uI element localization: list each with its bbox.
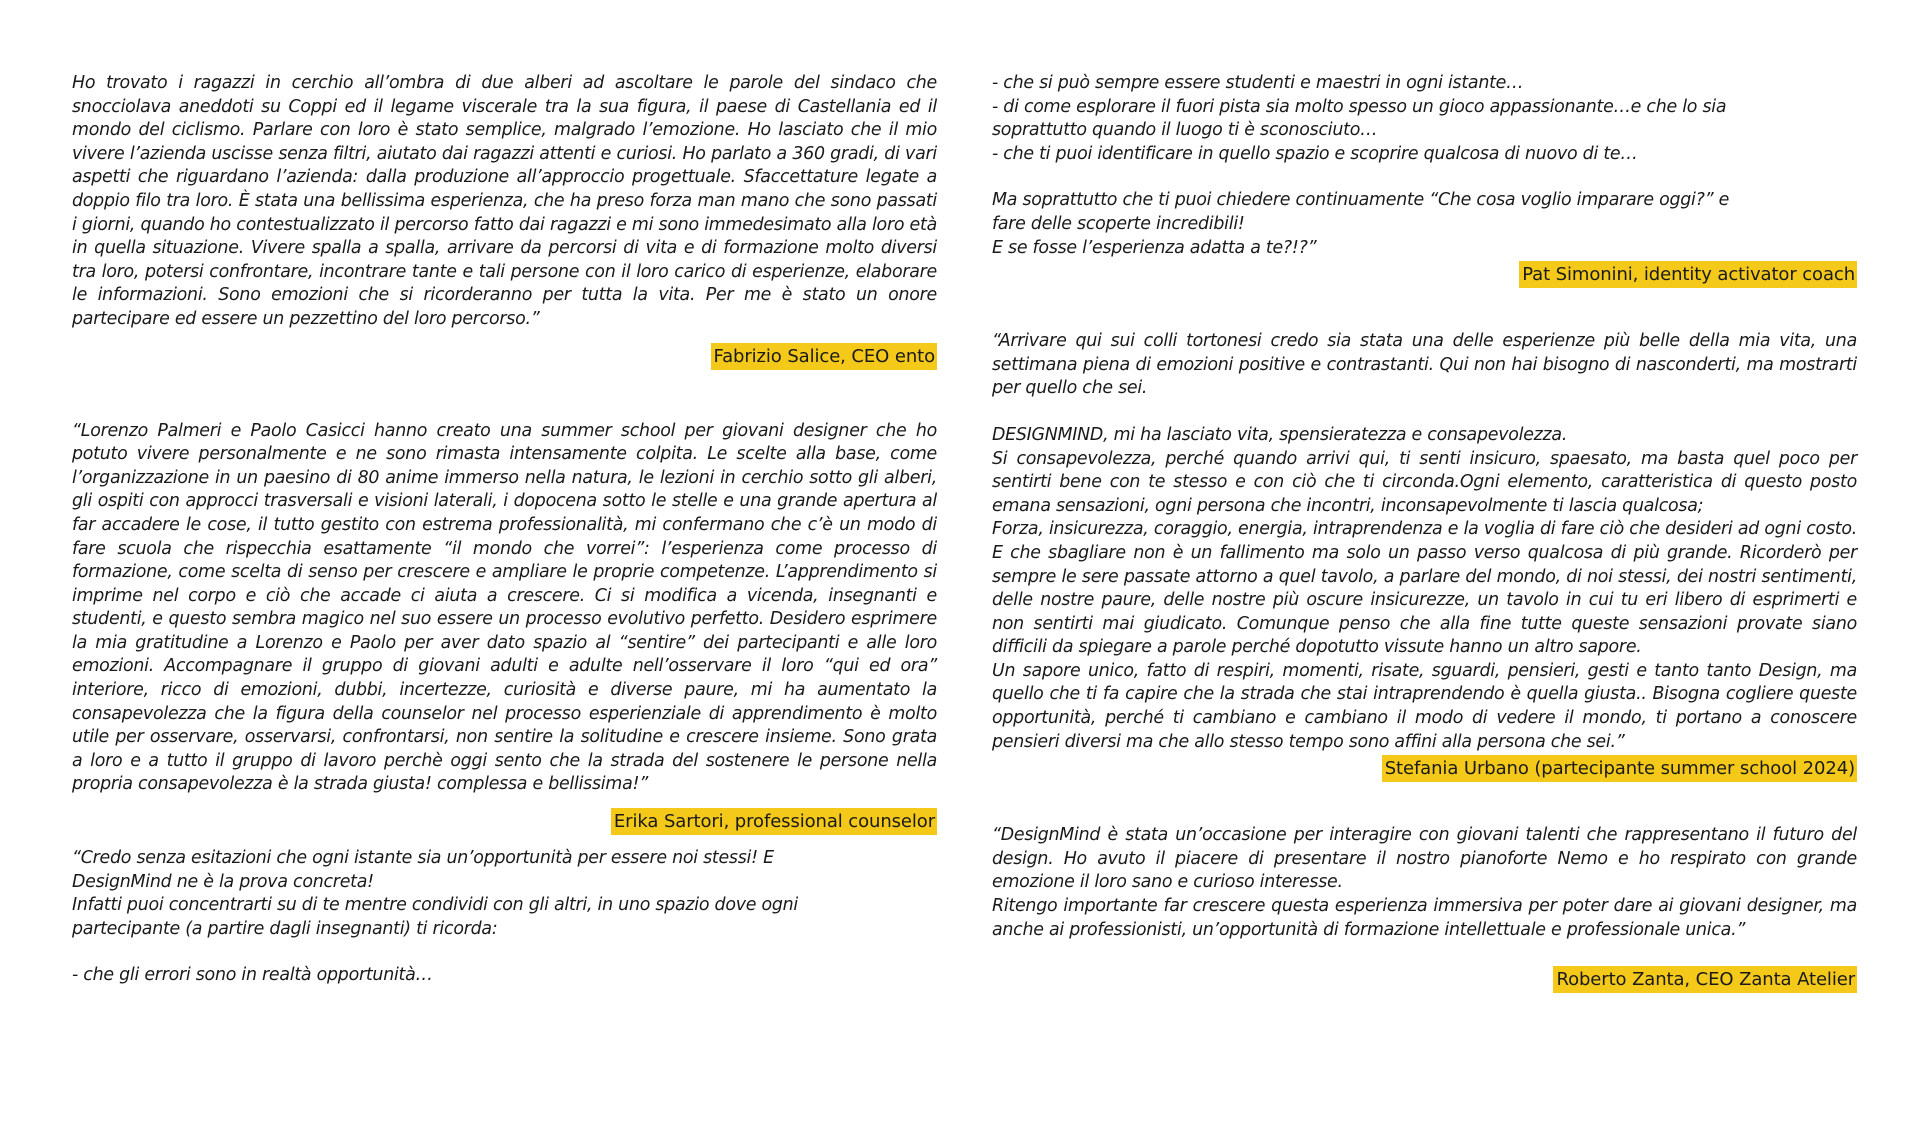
testimonial-bullet: - che gli errori sono in realtà opportunità… [72, 965, 433, 986]
testimonial-stefania-urbano-body-a: Si consapevolezza, perché quando arrivi qui, ti senti insicuro, spaesato, ma basta quel poco per sentirti bene con te stesso e con ciò che ti circonda.Ogni elemento, caratteristica di questo posto emana sensazioni, ogni persona che incontri, inconsapevolmente ti lascia qualcosa; [992, 448, 1857, 516]
attribution-row [992, 260, 1857, 290]
testimonial-roberto-zanta-b: Ritengo importante far crescere questa esperienza immersiva per poter dare ai giovani designer, ma anche ai professionisti, un’opportunità di formazione intellettuale e professionale unica.” [992, 896, 1857, 940]
bullet-line: - che ti puoi identificare in quello spazio e scoprire qualcosa di nuovo di te… [992, 143, 1638, 164]
testimonial-fabrizio-salice: Ho trovato i ragazzi in cerchio all’ombra di due alberi ad ascoltare le parole del sindaco che snocciolava aneddoti su Coppi ed il legame viscerale tra la sua figura, il paese di Castellania ed il mondo del ciclismo. Parlare con loro è stato semplice, malgrado l’emozione. Ho lasciato che il mio vivere l’azienda uscisse senza filtri, aiutato dai ragazzi attenti e curiosi. Ho parlato a 360 gradi, di vari aspetti che riguardano l’azienda: dalla produzione all’approccio progettuale. Sfaccettature legate a doppio filo tra loro. È stata una bellissima esperienza, che ha preso forza man mano che sono passati i giorni, quando ho contestualizzato il percorso fatto dai ragazzi e mi sono immedesimato alla loro età in quella situazione. Vivere spalla a spalla, arrivare da percorsi di vita e di formazione molto diversi tra loro, potersi confrontare, incontrare tante e tali persone con il loro carico di esperienze, elaborare le informazioni. Sono emozioni che si ricorderanno per tutta la vita. Per me è stato un onore partecipare ed essere un pezzettino del loro percorso.” [72, 73, 937, 329]
text-line: “Credo senza esitazioni che ogni istante sia un’opportunità per essere noi stessi! E [72, 848, 774, 869]
attribution-stefania-urbano: Stefania Urbano (partecipante summer school 2024) [1382, 755, 1857, 782]
testimonial-bullets [992, 72, 1857, 166]
attribution-erika-sartori: Erika Sartori, professional counselor [611, 808, 937, 835]
testimonial-stefania-urbano-lead: DESIGNMIND, mi ha lasciato vita, spensieratezza e consapevolezza. [992, 424, 1568, 445]
testimonial-pat-simonini-start [72, 847, 937, 941]
attribution-row [992, 965, 1857, 995]
right-column [992, 72, 1857, 995]
text-line: partecipante (a partire dagli insegnanti) ti ricorda: [72, 918, 498, 939]
bullet-line: soprattutto quando il luogo ti è sconosciuto… [992, 120, 1378, 141]
text-line: fare delle scoperte incredibili! [992, 213, 1245, 234]
testimonial-erika-sartori: “Lorenzo Palmeri e Paolo Casicci hanno creato una summer school per giovani designer che ho potuto vivere personalmente e ne sono rimasta intensamente colpita. Le scelte alla base, come l’organizzazione in un paesino di 80 anime immerso nella natura, le lezioni in cerchio sotto gli alberi, gli ospiti con approcci trasversali e visioni laterali, i dopocena sotto le stelle e una grande apertura al far accadere le cose, il tutto gestito con estrema professionalità, mi confermano che c’è un modo di fare scuola che rispecchia esattamente “il mondo che vorrei”: l’esperienza come processo di formazione, come scelta di senso per crescere e ampliare le proprie competenze. L’apprendimento si imprime nel corpo e ciò che accade ci aiuta a crescere. Ci si modifica a vicenda, insegnanti e studenti, e questo sembra magico nel suo essere un processo evolutivo perfetto. Desidero esprimere la mia gratitudine a Lorenzo e Paolo per aver dato spazio al “sentire” dei partecipanti e alle loro emozioni. Accompagnare il gruppo di giovani adulti e adulte nell’osservare il loro “qui ed ora” interiore, ricco di emozioni, dubbi, incertezze, curiosità e diverse paure, mi ha aumentato la consapevolezza che la figura della counselor nel processo esperienziale di apprendimento è molto utile per osservare, osservarsi, confrontarsi, non sentire la solitudine e crescere insieme. Sono grata a loro e a tutto il gruppo di lavoro perchè oggi sento che la strada del sostenere le persone nella propria consapevolezza è la strada giusta! complessa e bellissima!” [72, 420, 937, 795]
testimonial-stefania-urbano-body-c: Un sapore unico, fatto di respiri, momenti, risate, sguardi, pensieri, gesti e tanto tanto Design, ma quello che ti fa capire che la strada che stai intraprendendo è quella giusta.. Bisogna cogliere queste opportunità, perché ti cambiano e cambiano il modo di vedere il mondo, ti portano a conoscere pensieri diversi ma che allo stesso tempo sono affini alla persona che sei.” [992, 660, 1857, 752]
attribution-fabrizio-salice: Fabrizio Salice, CEO ento [711, 343, 938, 370]
attribution-row [72, 342, 937, 372]
testimonial-stefania-urbano-body-b: Forza, insicurezza, coraggio, energia, intraprendenza e la voglia di fare ciò che desideri ad ogni costo. E che sbagliare non è un fallimento ma solo un passo verso qualcosa di più grande. Ricorderò per sempre le sere passate attorno a quel tavolo, a parlare del mondo, di noi stessi, dei nostri sentimenti, delle nostre paure, delle nostre più oscure insicurezze, un tavolo in cui tu eri libero di esprimerti e non sentirti mai giudicato. Comunque penso che alla fine tutte queste sensazioni provate siano difficili da spiegare a parole perché dopotutto vissute hanno un altro sapore. [992, 519, 1857, 658]
testimonial-roberto-zanta-a: “DesignMind è stata un’occasione per interagire con giovani talenti che rappresentano il futuro del design. Ho avuto il piacere di presentare il nostro pianoforte Nemo e ho respirato con grande emozione il loro sano e curioso interesse. [992, 825, 1857, 893]
testimonial-closing [992, 189, 1857, 260]
testimonial-stefania-urbano-intro: “Arrivare qui sui colli tortonesi credo sia stata una delle esperienze più belle della mia vita, una settimana piena di emozioni positive e contrastanti. Qui non hai bisogno di nasconderti, ma mostrarti per quello che sei. [992, 331, 1857, 399]
text-line: Infatti puoi concentrarti su di te mentre condividi con gli altri, in uno spazio dove ogni [72, 895, 799, 916]
attribution-row [72, 807, 937, 837]
attribution-pat-simonini: Pat Simonini, identity activator coach [1519, 261, 1857, 288]
bullet-line: - che si può sempre essere studenti e maestri in ogni istante… [992, 73, 1524, 93]
left-column [72, 72, 937, 988]
attribution-row [992, 754, 1857, 784]
text-line: DesignMind ne è la prova concreta! [72, 871, 374, 892]
bullet-line: - di come esplorare il fuori pista sia molto spesso un gioco appassionante…e che lo sia [992, 96, 1727, 117]
attribution-roberto-zanta: Roberto Zanta, CEO Zanta Atelier [1553, 966, 1857, 993]
text-line: Ma soprattutto che ti puoi chiedere continuamente “Che cosa voglio imparare oggi?” e [992, 190, 1730, 211]
text-line: E se fosse l’esperienza adatta a te?!?” [992, 237, 1317, 258]
